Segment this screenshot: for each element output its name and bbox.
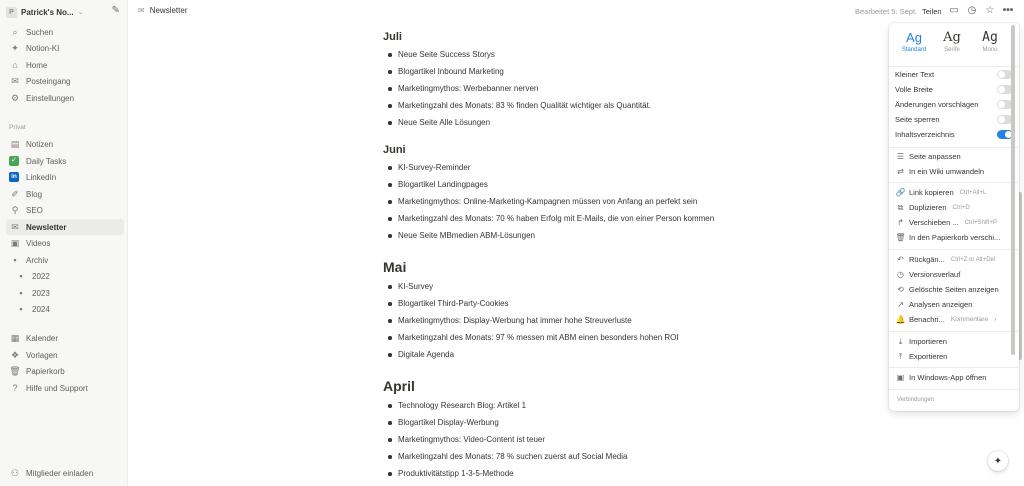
sidebar-item-label: 2024: [32, 304, 50, 314]
list-item[interactable]: Marketingmythos: Werbebanner nerven: [383, 80, 883, 97]
star-icon[interactable]: ☆: [985, 5, 995, 16]
list-item[interactable]: Neue Seite Success Storys: [383, 46, 883, 63]
menu-item-notifications[interactable]: [895, 312, 1013, 327]
menu-item-open-windows-app[interactable]: [895, 370, 1013, 385]
menu-divider: [889, 367, 1019, 368]
font-label: Serife: [944, 47, 960, 53]
section-heading-mai: Mai: [383, 259, 407, 275]
list-item[interactable]: Neue Seite Alle Lösungen: [383, 114, 883, 131]
menu-item-label: Analysen anzeigen: [909, 300, 973, 309]
sidebar-item-daily-tasks[interactable]: [6, 153, 124, 169]
list-item[interactable]: Neue Seite MBmedien ABM-Lösungen: [383, 227, 883, 244]
bullet-list: [383, 159, 883, 244]
mail-icon: ✉: [11, 221, 19, 232]
sidebar-section-label: Privat: [9, 124, 26, 131]
sidebar-item-label: SEO: [26, 205, 43, 215]
menu-item-move-to-trash[interactable]: [895, 230, 1013, 245]
floppy-icon: ▪: [19, 271, 23, 281]
menu-item-table-of-contents[interactable]: [895, 127, 1013, 142]
section-heading-juni: Juni: [383, 144, 406, 156]
ai-assistant-button[interactable]: [988, 451, 1008, 471]
breadcrumb-page: Newsletter: [149, 6, 188, 15]
menu-item-label: Benachri...: [909, 315, 945, 324]
menu-item-label: Rückgän...: [909, 255, 945, 264]
floppy-icon: ▪: [19, 288, 23, 298]
sidebar-item-inbox[interactable]: [6, 73, 124, 89]
sidebar-item-settings[interactable]: [6, 90, 124, 106]
sidebar-item-label: LinkedIn: [26, 172, 57, 182]
menu-item-label: Kleiner Text: [895, 70, 935, 79]
font-label: Mono: [982, 47, 998, 53]
sliders-icon: ☰: [896, 152, 905, 161]
menu-item-copy-link[interactable]: [895, 185, 1013, 200]
workspace-name: Patrick's No...: [21, 7, 74, 17]
section-heading-april: April: [383, 378, 415, 394]
sidebar-item-trash[interactable]: [6, 363, 124, 379]
menu-item-lock-page[interactable]: [895, 112, 1013, 127]
menu-item-undo[interactable]: [895, 252, 1013, 267]
more-icon[interactable]: •••: [1002, 5, 1014, 16]
list-item[interactable]: Blogartikel Inbound Marketing: [383, 63, 883, 80]
sidebar-item-videos[interactable]: [6, 235, 124, 251]
help-icon: ?: [12, 383, 18, 393]
sidebar-item-label: Videos: [26, 238, 51, 248]
search-icon: ⌕: [12, 26, 18, 37]
sidebar-item-search[interactable]: [6, 24, 124, 40]
list-item[interactable]: Produktivitätstipp 1-3-5-Methode: [383, 465, 883, 482]
sidebar-item-blog[interactable]: [6, 186, 124, 202]
add-user-icon: ⚇: [10, 467, 20, 478]
menu-item-export[interactable]: [895, 349, 1013, 364]
sparkle-icon: ✦: [993, 455, 1003, 467]
import-icon: ⤓: [898, 336, 903, 346]
sidebar-item-notizen[interactable]: [6, 136, 124, 152]
menu-footer[interactable]: Verbindungen: [897, 397, 935, 403]
move-icon: ↱: [897, 218, 904, 227]
font-label: Standard: [901, 47, 927, 53]
topbar: [128, 0, 1024, 24]
menu-divider: [889, 147, 1019, 148]
history-icon: ◷: [897, 270, 904, 279]
invite-label: Mitglieder einladen: [26, 468, 94, 478]
sidebar-item-newsletter[interactable]: [6, 219, 124, 235]
comment-icon[interactable]: ▭: [949, 5, 959, 16]
menu-item-label: Importieren: [909, 337, 947, 346]
sidebar-item-label: 2022: [32, 271, 50, 281]
list-item[interactable]: Marketingzahl des Monats: 78 % suchen zuerst auf Social Media: [383, 448, 883, 465]
sidebar-item-home[interactable]: [6, 57, 124, 73]
app-icon: ▣: [896, 373, 905, 382]
shortcut-label: Ctrl+Shift+P: [964, 219, 997, 226]
list-item[interactable]: Marketingzahl des Monats: 70 % haben Erfolg mit E-Mails, die von einer Person kommen: [383, 210, 883, 227]
font-option-mono[interactable]: [971, 29, 1009, 61]
menu-item-suggest-edits[interactable]: [895, 97, 1013, 112]
undo-icon: ↶: [897, 255, 904, 264]
menu-item-label: Inhaltsverzeichnis: [895, 130, 955, 139]
font-sample: Ag: [943, 30, 961, 45]
last-edited: Bearbeitet 5. Sept.: [855, 7, 918, 16]
menu-item-label: Duplizieren: [909, 203, 947, 212]
gear-icon: ⚙: [10, 92, 20, 103]
sidebar-item-label: Archiv: [26, 255, 49, 265]
notifications-value: Kommentare: [950, 316, 989, 323]
list-item[interactable]: Blogartikel Landingpages: [383, 176, 883, 193]
sidebar-item-label: Kalender: [26, 333, 59, 343]
menu-item-label: Verschieben ...: [909, 218, 959, 227]
menu-item-deleted-pages[interactable]: [895, 282, 1013, 297]
menu-item-label: Link kopieren: [909, 188, 954, 197]
menu-item-small-text[interactable]: [895, 67, 1013, 82]
workspace-avatar: P: [6, 7, 17, 18]
sidebar-item-label: Blog: [26, 189, 43, 199]
menu-divider: [889, 249, 1019, 250]
sidebar-item-calendar[interactable]: [6, 330, 124, 346]
checkbox-icon: ✓: [9, 156, 19, 166]
invite-members-button[interactable]: [6, 465, 124, 481]
menu-item-label: Gelöschte Seiten anzeigen: [909, 285, 999, 294]
sidebar-item-2023[interactable]: [12, 285, 124, 301]
shortcut-label: Ctrl+Alt+L: [959, 189, 987, 196]
menu-item-full-width[interactable]: [895, 82, 1013, 97]
trash-icon: 🗑: [895, 233, 906, 242]
list-item[interactable]: Marketingmythos: Online-Marketing-Kampagnen müssen von Anfang an perfekt sein: [383, 193, 883, 210]
list-item[interactable]: Blogartikel Display-Werbung: [383, 414, 883, 431]
list-item[interactable]: Marketingzahl des Monats: 83 % finden Qualität wichtiger als Quantität.: [383, 97, 883, 114]
sidebar-item-label: Posteingang: [26, 76, 71, 86]
export-icon: ⤒: [898, 351, 903, 361]
list-item[interactable]: Blogartikel Third-Party-Cookies: [383, 295, 883, 312]
sidebar-item-2022[interactable]: [12, 268, 124, 284]
new-page-icon[interactable]: ✎: [111, 5, 120, 16]
menu-item-label: Änderungen vorschlagen: [895, 100, 979, 109]
menu-item-label: In den Papierkorb verschi...: [909, 233, 1001, 242]
font-sample: Ag: [906, 30, 922, 45]
magnifier-icon: ⚲: [11, 204, 19, 215]
sidebar-item-label: Notizen: [26, 139, 54, 149]
sidebar-item-help[interactable]: [6, 380, 124, 396]
linkedin-icon: in: [9, 172, 19, 182]
bullet-list: [383, 278, 883, 363]
sidebar-item-archiv[interactable]: [6, 252, 124, 268]
menu-item-label: Seite sperren: [895, 115, 940, 124]
menu-item-convert-wiki[interactable]: [895, 164, 1013, 179]
menu-item-import[interactable]: [895, 334, 1013, 349]
sidebar-item-label: Hilfe und Support: [26, 383, 88, 393]
sidebar-item-linkedin[interactable]: [6, 169, 124, 185]
mail-icon: ✉: [138, 6, 145, 15]
share-button[interactable]: Teilen: [922, 7, 942, 16]
template-icon: ❖: [10, 349, 20, 360]
sparkle-icon: ✦: [11, 42, 19, 53]
convert-icon: ⇄: [897, 167, 904, 176]
page-options-menu: [889, 23, 1019, 411]
sidebar-item-label: Suchen: [26, 27, 54, 37]
deleted-icon: ⟲: [897, 285, 904, 294]
menu-item-version-history[interactable]: [895, 267, 1013, 282]
workspace-switcher[interactable]: [6, 4, 122, 20]
sidebar-item-notion-ai[interactable]: [6, 40, 124, 56]
floppy-icon: ▪: [13, 255, 17, 265]
home-icon: ⌂: [12, 60, 18, 70]
menu-item-label: Versionsverlauf: [909, 270, 961, 279]
inbox-icon: ✉: [11, 75, 19, 86]
clock-icon[interactable]: ◷: [967, 5, 977, 16]
font-selector: [895, 29, 1011, 61]
menu-divider: [889, 331, 1019, 332]
bullet-list: [383, 397, 883, 482]
sidebar-item-label: Einstellungen: [26, 93, 75, 103]
sidebar-item-2024[interactable]: [12, 301, 124, 317]
calendar-icon: ▦: [10, 332, 20, 343]
menu-item-duplicate[interactable]: [895, 200, 1013, 215]
floppy-icon: ▪: [19, 304, 23, 314]
chevron-down-icon: ⌄: [77, 9, 84, 16]
font-sample: Ag: [982, 30, 998, 45]
menu-item-label: Volle Breite: [895, 85, 933, 94]
sidebar-item-label: Notion-KI: [26, 43, 60, 53]
menu-item-label: In Windows-App öffnen: [909, 373, 987, 382]
list-item[interactable]: Marketingmythos: Video-Content ist teuer: [383, 431, 883, 448]
breadcrumb[interactable]: [138, 6, 188, 15]
menu-item-label: In ein Wiki umwandeln: [909, 167, 985, 176]
page-content: [383, 28, 883, 482]
menu-item-analytics[interactable]: [895, 297, 1013, 312]
menu-scrollbar[interactable]: [1011, 25, 1015, 355]
chevron-right-icon: ›: [994, 316, 997, 323]
menu-divider: [889, 389, 1019, 390]
pencil-icon: ✐: [11, 188, 19, 199]
list-item[interactable]: Marketingzahl des Monats: 97 % messen mit ABM einen besonders hohen ROI: [383, 329, 883, 346]
document-icon: ▤: [10, 138, 20, 149]
bell-icon: 🔔: [895, 315, 906, 324]
sidebar: [0, 0, 128, 486]
menu-item-customize-page[interactable]: [895, 149, 1013, 164]
link-icon: 🔗: [895, 188, 906, 197]
menu-item-label: Seite anpassen: [909, 152, 961, 161]
list-item[interactable]: Digitale Agenda: [383, 346, 883, 363]
analytics-icon: ↗: [897, 300, 904, 309]
menu-item-label: Exportieren: [909, 352, 948, 361]
font-option-standard[interactable]: [895, 29, 933, 61]
list-item[interactable]: KI-Survey-Reminder: [383, 159, 883, 176]
trash-icon: 🗑: [9, 365, 21, 376]
list-item[interactable]: Technology Research Blog: Artikel 1: [383, 397, 883, 414]
sidebar-item-templates[interactable]: [6, 347, 124, 363]
menu-item-move[interactable]: [895, 215, 1013, 230]
sidebar-item-label: Vorlagen: [26, 350, 58, 360]
sidebar-item-label: Newsletter: [26, 222, 67, 232]
list-item[interactable]: KI-Survey: [383, 278, 883, 295]
sidebar-item-label: Papierkorb: [26, 366, 65, 376]
shortcut-label: Ctrl+D: [952, 204, 970, 211]
bullet-list: [383, 46, 883, 131]
sidebar-item-label: Daily Tasks: [26, 156, 67, 166]
font-option-serif[interactable]: [933, 29, 971, 61]
duplicate-icon: ⧉: [897, 202, 904, 212]
menu-divider: [889, 182, 1019, 183]
video-icon: ▣: [10, 237, 20, 248]
sidebar-item-seo[interactable]: [6, 202, 124, 218]
sidebar-item-label: 2023: [32, 288, 50, 298]
sidebar-item-label: Home: [26, 60, 48, 70]
section-heading-juli: Juli: [383, 31, 402, 43]
shortcut-label: Ctrl+Z or Alt+Del: [950, 256, 996, 263]
list-item[interactable]: Marketingmythos: Display-Werbung hat immer hohe Streuverluste: [383, 312, 883, 329]
